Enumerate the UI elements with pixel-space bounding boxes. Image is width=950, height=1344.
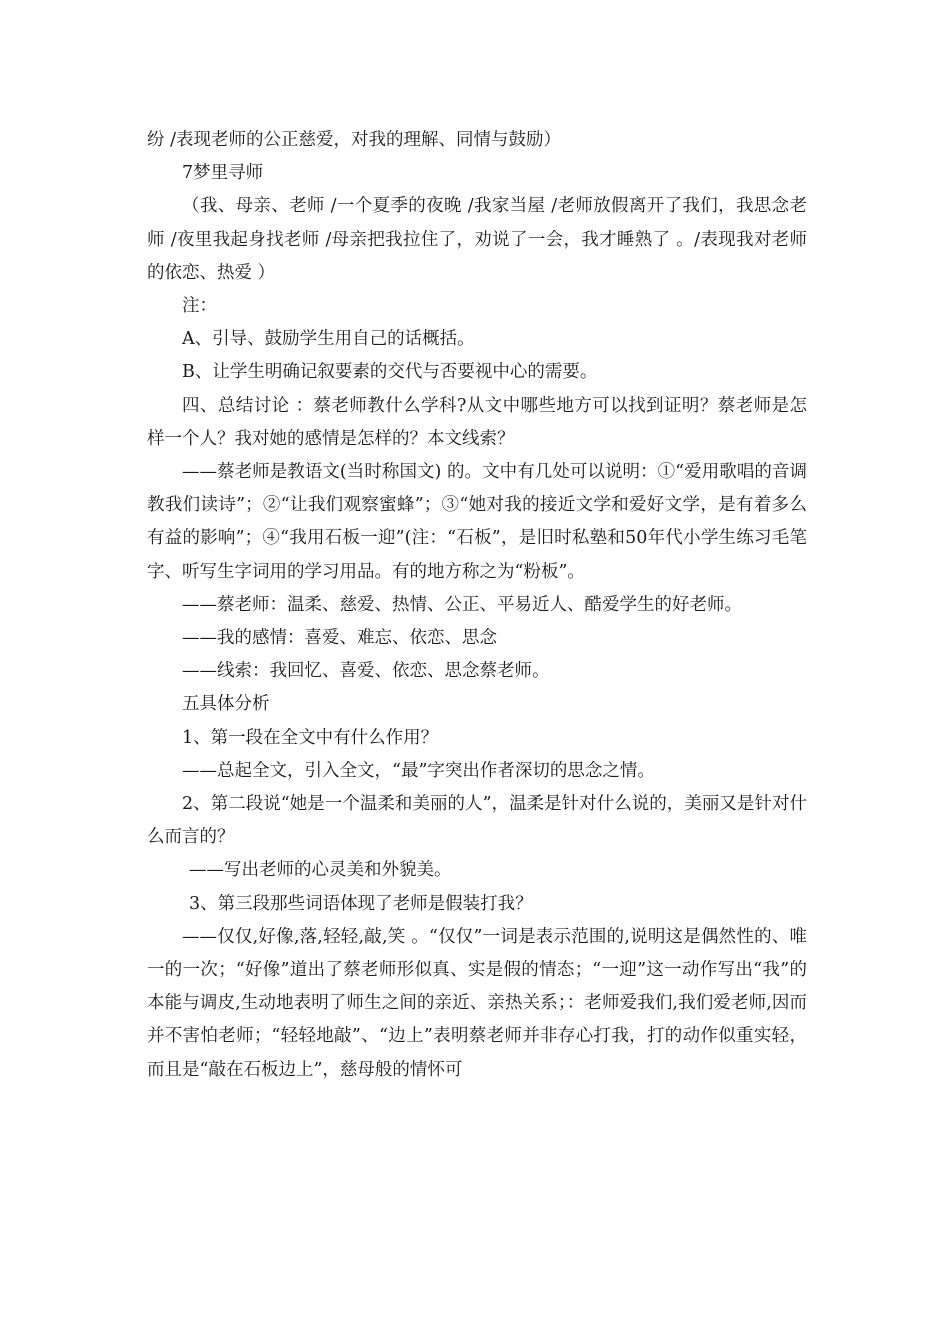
- paragraph-p4: 注：: [182, 296, 217, 317]
- paragraph-p9: ——蔡老师：温柔、慈爱、热情、公正、平易近人、酷爱学生的好老师。: [182, 594, 742, 615]
- paragraph-p14: ——总起全文，引入全文，“最”字突出作者深切的思念之情。: [182, 760, 655, 781]
- paragraph-p7: 四、总结讨论 ：蔡老师教什么学科?从文中哪些地方可以找到证明？蔡老师是怎样一个人？我对她的感情是怎样的？本文线索？: [147, 395, 807, 449]
- paragraph-p11: ——线索：我回忆、喜爱、依恋、思念蔡老师。: [182, 661, 550, 682]
- paragraph-p17: 3、第三段那些词语体现了老师是假装打我？: [189, 893, 533, 914]
- paragraph-p15: 2、第二段说“她是一个温柔和美丽的人”，温柔是针对什么说的，美丽又是针对什么而言的？: [147, 794, 807, 848]
- paragraph-p8: ——蔡老师是教语文(当时称国文) 的。文中有几处可以说明：①“爱用歌唱的音调教我们读诗”；②“让我们观察蜜蜂”；③“她对我的接近文学和爱好文学，是有着多么有益的影响”；④“我用石板一迎”(注：“石板”，是旧时私塾和50年代小学生练习毛笔字、听写生字词用的学习用品。有的地方称之为“粉板”。: [147, 462, 807, 582]
- paragraph-p3: （我、母亲、老师 /一个夏季的夜晚 /我家当屋 /老师放假离开了我们，我思念老师 /夜里我起身找老师 /母亲把我拉住了，劝说了一会，我才睡熟了 。/表现我对老师的依恋、热爱 ）: [147, 196, 807, 283]
- paragraph-p12: 五具体分析: [182, 694, 270, 715]
- paragraph-p18: ——仅仅,好像,落,轻轻,敲,笑 。“仅仅”一词是表示范围的,说明这是偶然性的、唯一的一次；“好像”道出了蔡老师形似真、实是假的情态；“一迎”这一动作写出“我”的本能与调皮,生动地表明了师生之间的亲近、亲热关系；：老师爱我们,我们爱老师,因而并不害怕老师；“轻轻地敲”、“边上”表明蔡老师并非存心打我，打的动作似重实轻，而且是“敲在石板边上”，慈母般的情怀可: [147, 926, 807, 1080]
- paragraph-p1: 纷 /表现老师的公正慈爱，对我的理解、同情与鼓励）: [147, 130, 561, 150]
- paragraph-p10: ——我的感情：喜爱、难忘、依恋、思念: [182, 628, 497, 649]
- paragraph-p5: A、引导、鼓励学生用自己的话概括。: [182, 329, 475, 350]
- paragraph-p13: 1、第一段在全文中有什么作用？: [182, 727, 439, 748]
- paragraph-p16: ——写出老师的心灵美和外貌美。: [189, 860, 452, 881]
- paragraph-p2: 7梦里寻师: [182, 163, 264, 184]
- paragraph-p6: B、让学生明确记叙要素的交代与否要视中心的需要。: [182, 362, 598, 383]
- document-body: [147, 124, 807, 1087]
